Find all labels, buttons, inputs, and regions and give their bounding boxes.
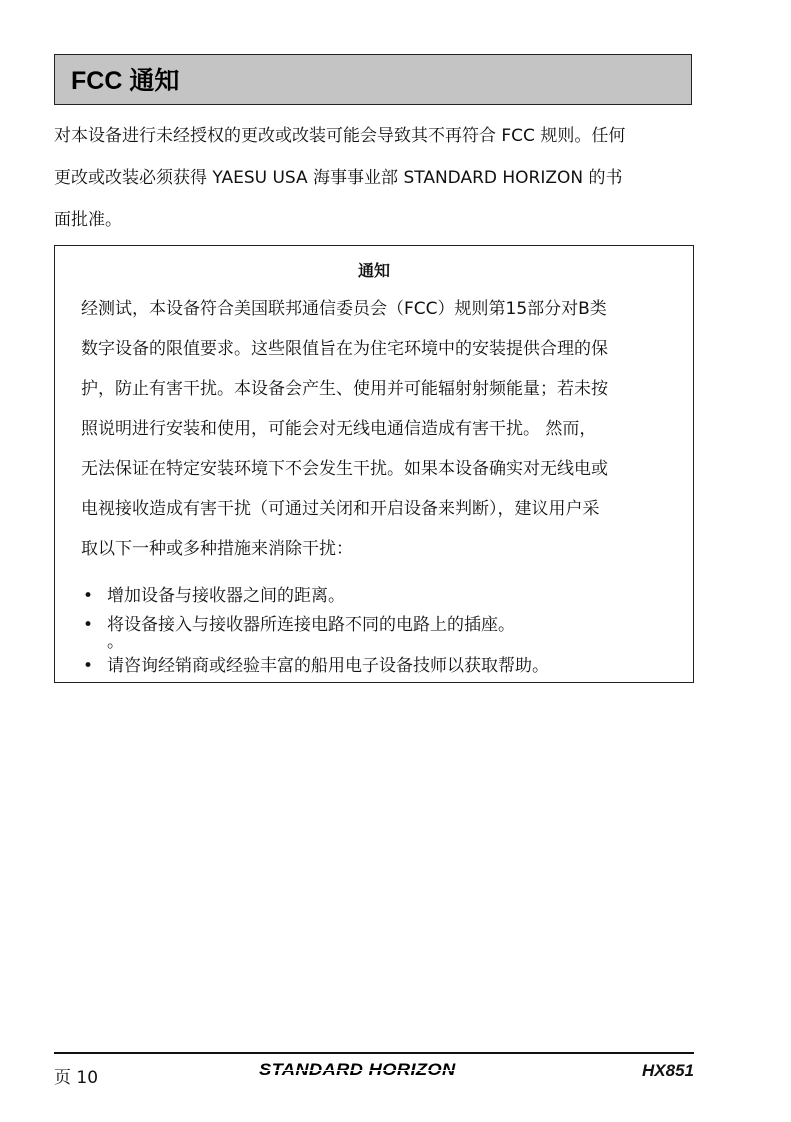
notice-box bbox=[54, 245, 694, 683]
section-title: FCC 通知 bbox=[71, 67, 180, 95]
intro-line: 面批准。 bbox=[54, 210, 122, 230]
bullet-icon: • bbox=[83, 615, 94, 635]
bullet-icon: • bbox=[83, 586, 94, 606]
bullet-icon: • bbox=[83, 656, 94, 676]
bullet-text: 增加设备与接收器之间的距离。 bbox=[107, 586, 345, 606]
footer-divider bbox=[54, 1052, 694, 1054]
section-heading bbox=[54, 54, 692, 105]
notice-bullet-list bbox=[81, 583, 685, 682]
notice-line: 经测试，本设备符合美国联邦通信委员会（FCC）规则第15部分对B类 bbox=[81, 299, 607, 319]
notice-line: 无法保证在特定安装环境下不会发生干扰。如果本设备确实对无线电或 bbox=[81, 459, 608, 479]
intro-line: 更改或改装必须获得 YAESU USA 海事事业部 STANDARD HORIZON 的书 bbox=[54, 168, 623, 188]
brand-logo: STANDARD HORIZON bbox=[259, 1060, 456, 1079]
notice-line: 取以下一种或多种措施来消除干扰： bbox=[81, 539, 353, 559]
page-number: 页 10 bbox=[54, 1068, 99, 1088]
intro-paragraph bbox=[54, 115, 702, 241]
notice-line: 护，防止有害干扰。本设备会产生、使用并可能辐射射频能量；若未按 bbox=[81, 379, 608, 399]
bullet-continuation: 。 bbox=[107, 632, 124, 652]
notice-title: 通知 bbox=[357, 261, 390, 280]
bullet-text: 请咨询经销商或经验丰富的船用电子设备技师以获取帮助。 bbox=[107, 656, 549, 676]
list-item bbox=[81, 612, 685, 650]
list-item bbox=[81, 653, 685, 679]
intro-line: 对本设备进行未经授权的更改或改装可能会导致其不再符合 FCC 规则。任何 bbox=[54, 126, 626, 146]
model-name: HX851 bbox=[642, 1061, 694, 1080]
list-item bbox=[81, 583, 685, 609]
notice-body bbox=[81, 289, 685, 569]
notice-line: 电视接收造成有害干扰（可通过关闭和开启设备来判断），建议用户采 bbox=[81, 499, 600, 519]
notice-line: 照说明进行安装和使用，可能会对无线电通信造成有害干扰。 然而， bbox=[81, 419, 597, 439]
bullet-text: 将设备接入与接收器所连接电路不同的电路上的插座。 bbox=[107, 615, 515, 635]
notice-line: 数字设备的限值要求。这些限值旨在为住宅环境中的安装提供合理的保 bbox=[81, 339, 608, 359]
